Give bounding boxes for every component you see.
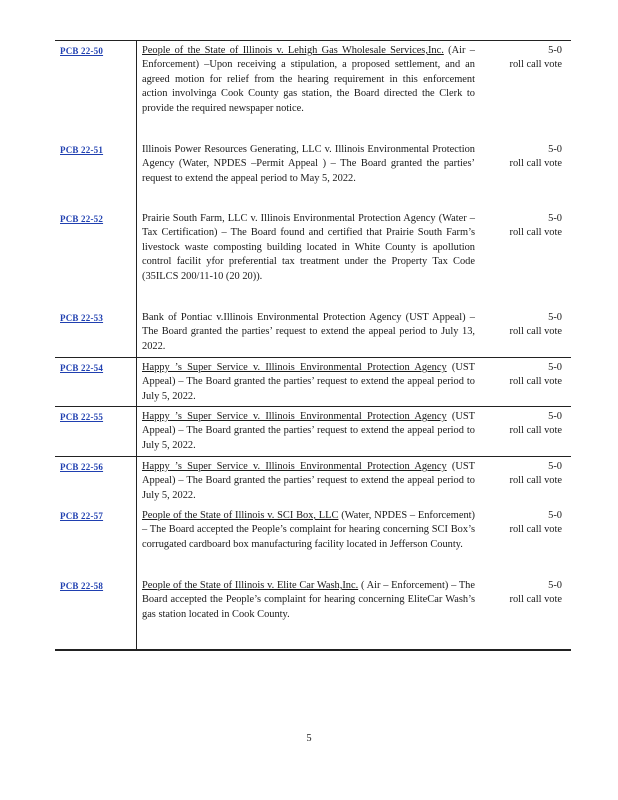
vote <box>492 410 562 439</box>
case-description <box>142 579 475 622</box>
case-link[interactable]: PCB 22-58 <box>60 581 104 591</box>
case-title: Happy ’s Super Service v. Illinois Environmental Protection Agency <box>142 461 447 472</box>
vote-label: roll call vote <box>509 59 562 71</box>
case-description <box>142 311 475 354</box>
vote-count: 5-0 <box>548 144 562 155</box>
case-summary: (UST Appeal) – The Board granted the parties’ request to extend the appeal period to July 5, 2022. <box>142 411 475 451</box>
vote <box>492 460 562 489</box>
case-summary: (Water, NPDES – Enforcement) – The Board accepted the People’s complaint for hearing concerning SCI Box’s corrugated cardboard box manufacturing facility located in Jefferson County. <box>142 510 475 550</box>
vote-count: 5-0 <box>548 362 562 373</box>
page-number: 5 <box>306 733 312 744</box>
vote-label: roll call vote <box>509 425 562 437</box>
case-link[interactable]: PCB 22-54 <box>60 363 104 373</box>
vote <box>492 311 562 340</box>
vote-label: roll call vote <box>509 326 562 338</box>
vote-label: roll call vote <box>509 158 562 170</box>
vote-label: roll call vote <box>509 227 562 239</box>
case-summary: Prairie South Farm, LLC v. Illinois Environmental Protection Agency (Water –Tax Certification) – The Board found and certified that Prairie South Farm’s livestock waste composting building located in White County is apollution control facilit yfor preferential tax treatment under the Property Tax Code (35ILCS 200/11-10 (20 20)). <box>142 213 475 282</box>
vote-label: roll call vote <box>509 475 562 487</box>
case-title: People of the State of Illinois v. SCI Box, LLC <box>142 510 339 521</box>
vote-count: 5-0 <box>548 312 562 323</box>
vote-count: 5-0 <box>548 510 562 521</box>
case-description <box>142 44 475 116</box>
case-link[interactable]: PCB 22-56 <box>60 462 104 472</box>
case-description <box>142 410 475 453</box>
vote-count: 5-0 <box>548 45 562 56</box>
vote-count: 5-0 <box>548 213 562 224</box>
case-link[interactable]: PCB 22-50 <box>60 46 104 56</box>
vote <box>492 361 562 390</box>
table-bottom-border <box>55 649 571 651</box>
case-summary: (Air –Enforcement) –Upon receiving a stipulation, a proposed settlement, and an agreed motion for relief from the hearing requirement in this enforcement action involvinga Cook County gas station, the Board directed the Clerk to provide the required newspaper notice. <box>142 45 475 114</box>
vote-label: roll call vote <box>509 524 562 536</box>
case-link[interactable]: PCB 22-57 <box>60 511 104 521</box>
vote <box>492 509 562 538</box>
vote <box>492 212 562 241</box>
vote <box>492 579 562 608</box>
case-description <box>142 361 475 404</box>
row-divider <box>55 406 571 407</box>
case-summary: Bank of Pontiac v.Illinois Environmental Protection Agency (UST Appeal) – The Board granted the parties’ request to extend the appeal period to July 13, 2022. <box>142 312 475 352</box>
case-summary: (UST Appeal) – The Board granted the parties’ request to extend the appeal period to July 5, 2022. <box>142 461 475 501</box>
case-title: People of the State of Illinois v. Lehigh Gas Wholesale Services,Inc. <box>142 45 444 56</box>
vote <box>492 143 562 172</box>
vote-count: 5-0 <box>548 580 562 591</box>
case-description <box>142 509 475 552</box>
case-summary: ( Air – Enforcement) – The Board accepted the People’s complaint for hearing concerning EliteCar Wash’s gas station located in Cook County. <box>142 580 475 620</box>
vote-count: 5-0 <box>548 461 562 472</box>
vote-count: 5-0 <box>548 411 562 422</box>
column-divider <box>136 40 137 650</box>
case-link[interactable]: PCB 22-55 <box>60 412 104 422</box>
vote-label: roll call vote <box>509 376 562 388</box>
row-divider <box>55 456 571 457</box>
case-summary: Illinois Power Resources Generating, LLC v. Illinois Environmental Protection Agency (Water, NPDES –Permit Appeal ) – The Board granted the parties’ request to extend the appeal period to May 5, 2022. <box>142 144 475 184</box>
case-description <box>142 460 475 503</box>
row-divider <box>55 357 571 358</box>
case-title: Happy ’s Super Service v. Illinois Environmental Protection Agency <box>142 411 447 422</box>
vote <box>492 44 562 73</box>
case-description <box>142 143 475 186</box>
case-title: Happy ’s Super Service v. Illinois Environmental Protection Agency <box>142 362 447 373</box>
table-top-border <box>55 40 571 41</box>
case-summary: (UST Appeal) – The Board granted the parties’ request to extend the appeal period to July 5, 2022. <box>142 362 475 402</box>
case-link[interactable]: PCB 22-53 <box>60 313 104 323</box>
case-description <box>142 212 475 284</box>
vote-label: roll call vote <box>509 594 562 606</box>
case-link[interactable]: PCB 22-51 <box>60 145 104 155</box>
case-link[interactable]: PCB 22-52 <box>60 214 104 224</box>
case-title: People of the State of Illinois v. Elite Car Wash,Inc. <box>142 580 359 591</box>
